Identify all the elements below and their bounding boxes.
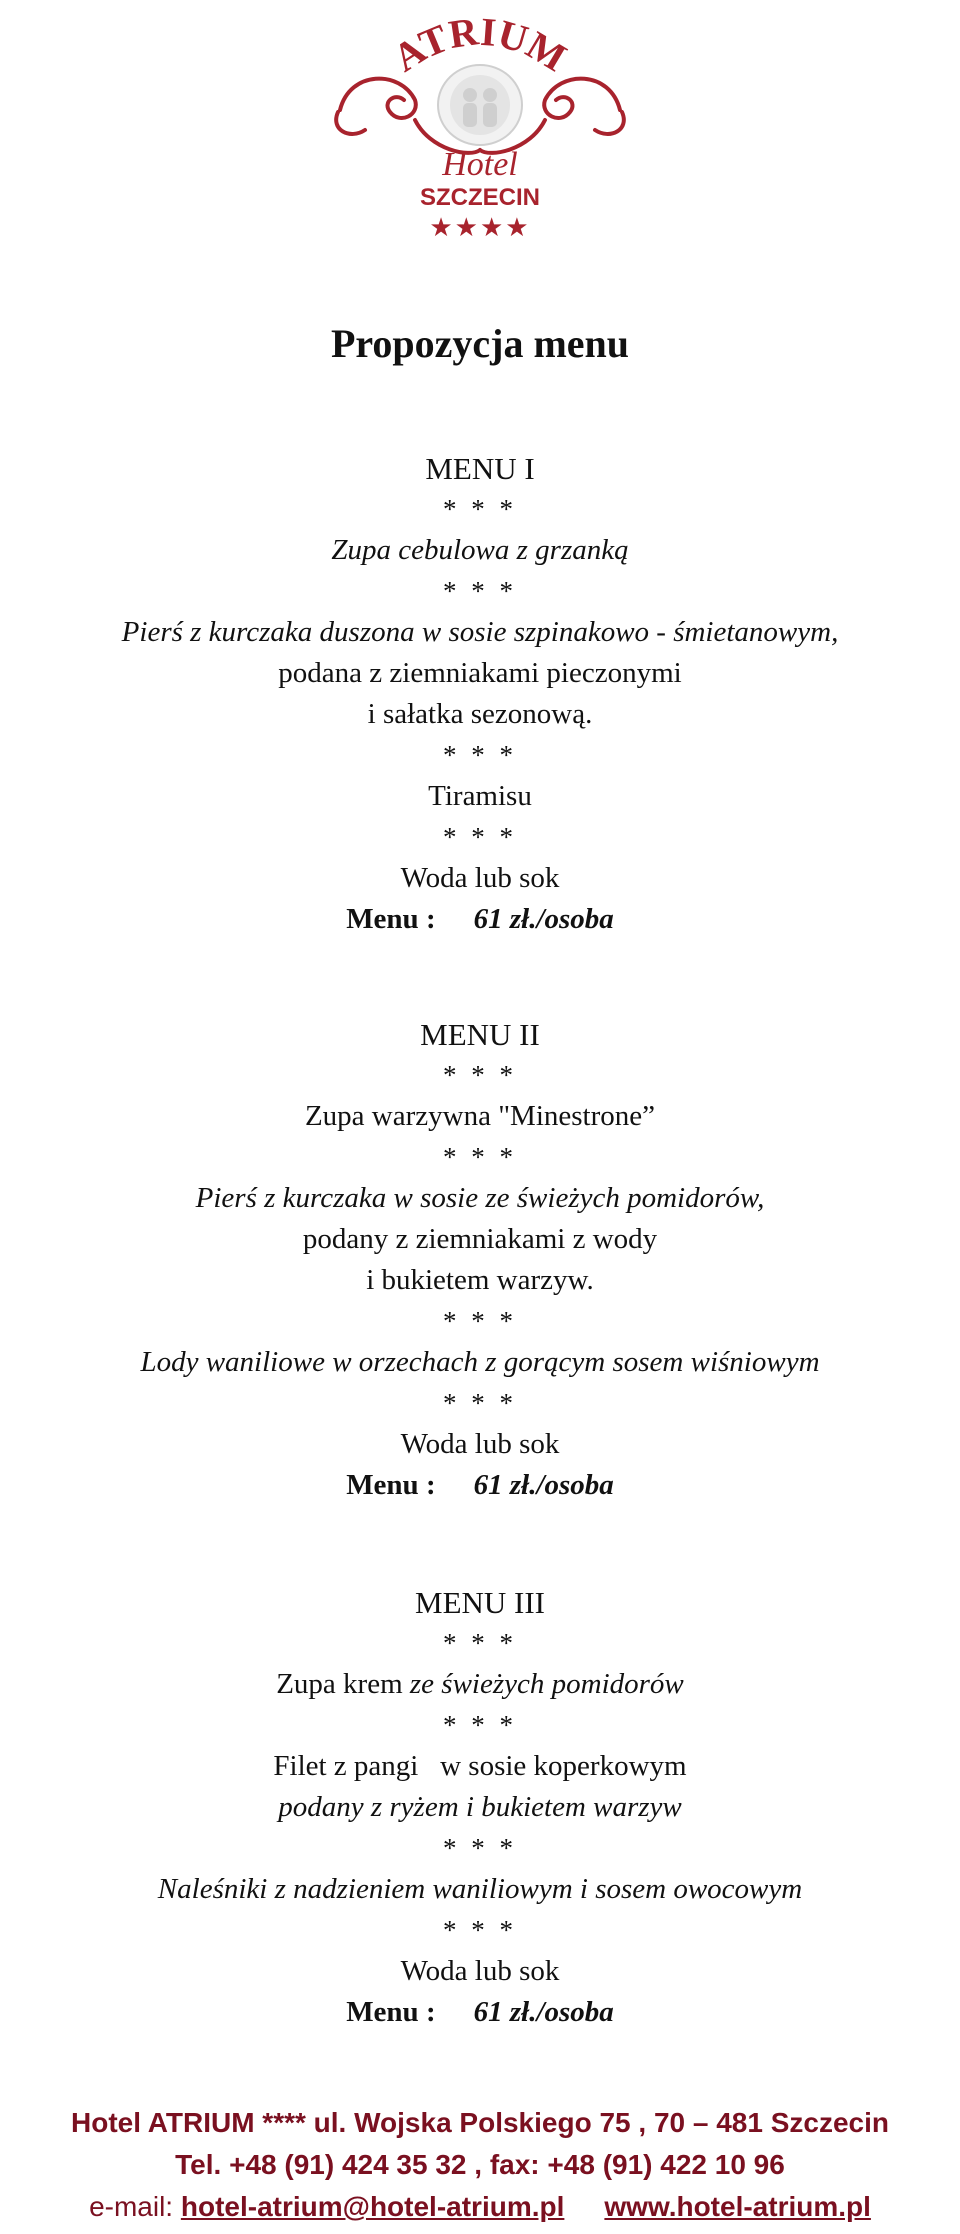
menu-main-line-1: Pierś z kurczaka duszona w sosie szpinakowo - śmietanowym, bbox=[121, 616, 839, 648]
separator: * * * bbox=[443, 1306, 517, 1336]
menu-heading: MENU I bbox=[425, 451, 535, 486]
separator: * * * bbox=[443, 1388, 517, 1418]
menu-dessert: Lody waniliowe w orzechach z gorącym sosem wiśniowym bbox=[140, 1346, 820, 1378]
menu-main-line-2: podana z ziemniakami pieczonymi bbox=[278, 657, 682, 689]
hotel-logo bbox=[320, 0, 640, 250]
menu-drink: Woda lub sok bbox=[400, 1955, 560, 1987]
price-label: Menu : bbox=[346, 903, 436, 935]
separator: * * * bbox=[443, 1710, 517, 1740]
price-value: 61 zł./osoba bbox=[473, 1996, 614, 2028]
logo-name: ATRIUM bbox=[384, 8, 575, 81]
menu-drink: Woda lub sok bbox=[400, 862, 560, 894]
menu-heading: MENU III bbox=[415, 1585, 545, 1620]
menu-heading: MENU II bbox=[420, 1017, 540, 1052]
menu-soup: Zupa cebulowa z grzanką bbox=[331, 534, 629, 566]
website-link[interactable]: www.hotel-atrium.pl bbox=[604, 2191, 871, 2222]
price-label: Menu : bbox=[346, 1996, 436, 2028]
menu-soup-part-1: Zupa krem bbox=[276, 1668, 410, 1700]
menu-main-line-1: Filet z pangi w sosie koperkowym bbox=[273, 1750, 687, 1782]
menu-main-line-2: podany z ziemniakami z wody bbox=[302, 1223, 658, 1255]
menu-soup: Zupa warzywna "Minestrone” bbox=[304, 1100, 656, 1132]
price-value: 61 zł./osoba bbox=[473, 1469, 614, 1501]
menu-3 bbox=[0, 1582, 960, 2033]
menu-main-line-3: i bukietem warzyw. bbox=[366, 1264, 594, 1296]
separator: * * * bbox=[443, 822, 517, 852]
logo-sub: Hotel bbox=[442, 146, 518, 183]
separator: * * * bbox=[443, 1142, 517, 1172]
price-value: 61 zł./osoba bbox=[473, 903, 614, 935]
email-label: e-mail: bbox=[89, 2191, 181, 2222]
footer-links bbox=[0, 2186, 960, 2228]
menu-drink: Woda lub sok bbox=[400, 1428, 560, 1460]
menu-main-line-3: i sałatka sezonową. bbox=[367, 698, 593, 730]
menu-price bbox=[0, 899, 960, 940]
logo-city: SZCZECIN bbox=[420, 184, 540, 211]
page-title: Propozycja menu bbox=[330, 321, 630, 366]
menu-1 bbox=[0, 448, 960, 940]
separator: * * * bbox=[443, 1628, 517, 1658]
separator: * * * bbox=[443, 740, 517, 770]
price-label: Menu : bbox=[346, 1469, 436, 1501]
separator: * * * bbox=[443, 1833, 517, 1863]
menu-soup-part-2: ze świeżych pomidorów bbox=[409, 1668, 684, 1700]
footer-phone: Tel. +48 (91) 424 35 32 , fax: +48 (91) 422 10 96 bbox=[175, 2149, 785, 2180]
contact-footer bbox=[0, 2102, 960, 2228]
separator: * * * bbox=[443, 576, 517, 606]
separator: * * * bbox=[443, 1915, 517, 1945]
menu-price bbox=[0, 1992, 960, 2033]
menu-dessert: Tiramisu bbox=[428, 780, 532, 812]
menu-dessert: Naleśniki z nadzieniem waniliowym i sosem owocowym bbox=[157, 1873, 803, 1905]
separator: * * * bbox=[443, 494, 517, 524]
menu-main-line-1: Pierś z kurczaka w sosie ze świeżych pomidorów, bbox=[195, 1182, 765, 1214]
logo-stars: ★★★★ bbox=[429, 213, 531, 243]
separator: * * * bbox=[443, 1060, 517, 1090]
menu-2 bbox=[0, 1014, 960, 1506]
email-link[interactable]: hotel-atrium@hotel-atrium.pl bbox=[180, 2191, 565, 2222]
menu-price bbox=[0, 1465, 960, 1506]
menu-main-line-2: podany z ryżem i bukietem warzyw bbox=[278, 1791, 682, 1823]
footer-address: Hotel ATRIUM **** ul. Wojska Polskiego 75 , 70 – 481 Szczecin bbox=[71, 2107, 889, 2138]
menu-soup bbox=[0, 1664, 960, 1705]
